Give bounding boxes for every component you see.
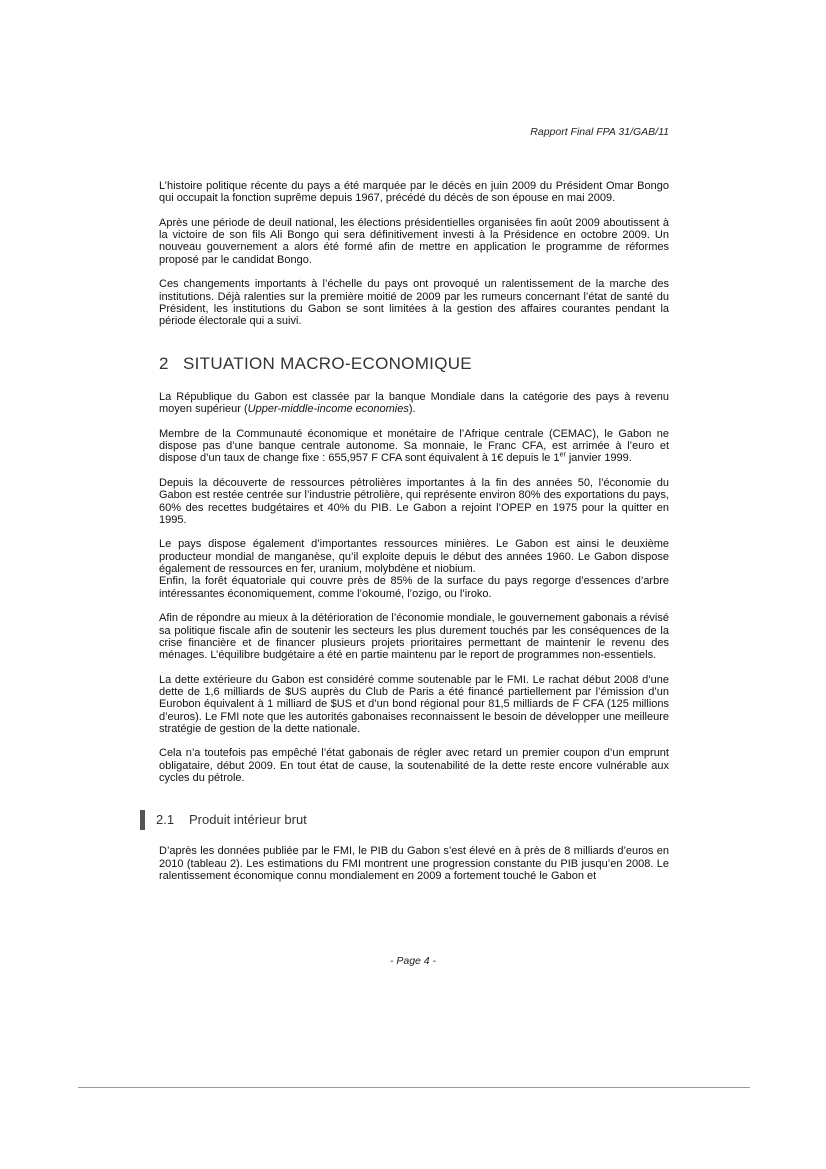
heading-bar-marker	[140, 810, 145, 830]
section-title: SITUATION MACRO-ECONOMIQUE	[183, 353, 472, 373]
subsection-title: Produit intérieur brut	[189, 812, 307, 828]
page-content	[156, 180, 669, 895]
superscript: er	[559, 451, 566, 459]
subsection-number: 2.1	[156, 812, 175, 828]
report-header: Rapport Final FPA 31/GAB/11	[530, 126, 669, 138]
paragraph-gdp: D’après les données publiée par le FMI, le PIB du Gabon s’est élevé en à près de 8 milliards d’euros en 2010 (tableau 2). Les estimations du FMI montrent une progression constante du PIB jusqu’en 2008. Le ralentissement économique connu mondialement en 2009 a fortement touché le Gabon et	[159, 845, 669, 882]
italic-term: Upper-middle-income economies	[247, 403, 409, 416]
paragraph-external-debt: La dette extérieure du Gabon est considéré comme soutenable par le FMI. Le rachat début 2008 d’une dette de 1,6 milliards de $US auprès du Club de Paris a été financé partiellement par l’émission d’un Eurobon équivalent à 1 milliard de $US et d’un bond régional pour 81,5 milliards de F CFA (125 millions d’euros). Le FMI note que les autorités gabonaises reconnaissent le besoin de développer une meilleure stratégie de gestion de la dette nationale.	[159, 673, 669, 735]
section-number: 2	[159, 353, 169, 373]
text-run: Membre de la Communauté économique et monétaire de l’Afrique centrale (CEMAC), le Gabon ne dispose pas d’une banque centrale autonome. Sa monnaie, le Franc CFA, est arrimée à l’euro et dispose d’un taux de change fixe : 655,957 F CFA sont équivalent à 1€ depuis le 1	[159, 427, 669, 465]
footer-divider	[78, 1087, 750, 1088]
section-heading	[159, 353, 669, 373]
paragraph-fiscal-policy: Afin de répondre au mieux à la détérioration de l’économie mondiale, le gouvernement gabonais a révisé sa politique fiscale afin de soutenir les secteurs les plus durement touchés par les conséquences de la crise financière et de financer plusieurs projets prioritaires permettant de maintenir le revenu des ménages. L’équilibre budgétaire a été en partie maintenu par le report de programmes non-essentiels.	[159, 612, 669, 662]
paragraph-forest: Enfin, la forêt équatoriale qui couvre près de 85% de la surface du pays regorge d’essences d’arbre intéressantes économiquement, comme l’okoumé, l’ozigo, ou l’iroko.	[159, 575, 669, 600]
subsection-heading	[140, 810, 669, 830]
text-run: ).	[408, 403, 416, 416]
text-run: janvier 1999.	[565, 452, 632, 465]
text-run: La République du Gabon est classée par la banque Mondiale dans la catégorie des pays à revenu moyen supérieur (	[159, 390, 669, 416]
intro-paragraph-1: L’histoire politique récente du pays a été marquée par le décès en juin 2009 du Président Omar Bongo qui occupait la fonction suprême depuis 1967, précédé du décès de son épouse en mai 2009.	[159, 180, 669, 205]
paragraph-minerals: Le pays dispose également d’importantes ressources minières. Le Gabon est ainsi le deuxième producteur mondial de manganèse, qu’il exploite depuis le début des années 1960. Le Gabon dispose également de ressources en fer, uranium, molybdène et niobium.	[159, 538, 669, 576]
page-number: - Page 4 -	[389, 955, 437, 967]
paragraph-bond-coupon: Cela n’a toutefois pas empêché l’état gabonais de régler avec retard un premier coupon d’un emprunt obligataire, début 2009. En tout état de cause, la soutenabilité de la dette reste encore vulnérable aux cycles du pétrole.	[159, 747, 669, 785]
paragraph-income-classification	[159, 391, 669, 416]
paragraph-oil: Depuis la découverte de ressources pétrolières importantes à la fin des années 50, l’économie du Gabon est restée centrée sur l’industrie pétrolière, qui représente environ 80% des exportations du pays, 60% des recettes budgétaires et 40% du PIB. Le Gabon a rejoint l’OPEP en 1975 pour la quitter en 1995.	[159, 476, 669, 526]
intro-paragraph-2: Après une période de deuil national, les élections présidentielles organisées fin août 2009 aboutissent à la victoire de son fils Ali Bongo qui sera définitivement investi à la Présidence en octobre 2009. Un nouveau gouvernement a alors été formé afin de mettre en application le programme de réformes proposé par le candidat Bongo.	[159, 216, 669, 266]
intro-paragraph-3: Ces changements importants à l’échelle du pays ont provoqué un ralentissement de la marche des institutions. Déjà ralenties sur la première moitié de 2009 par les rumeurs concernant l’état de santé du Président, les institutions du Gabon se sont limitées à la gestion des affaires courantes pendant la période électorale qui a suivi.	[159, 278, 669, 328]
paragraph-cemac	[159, 428, 669, 465]
